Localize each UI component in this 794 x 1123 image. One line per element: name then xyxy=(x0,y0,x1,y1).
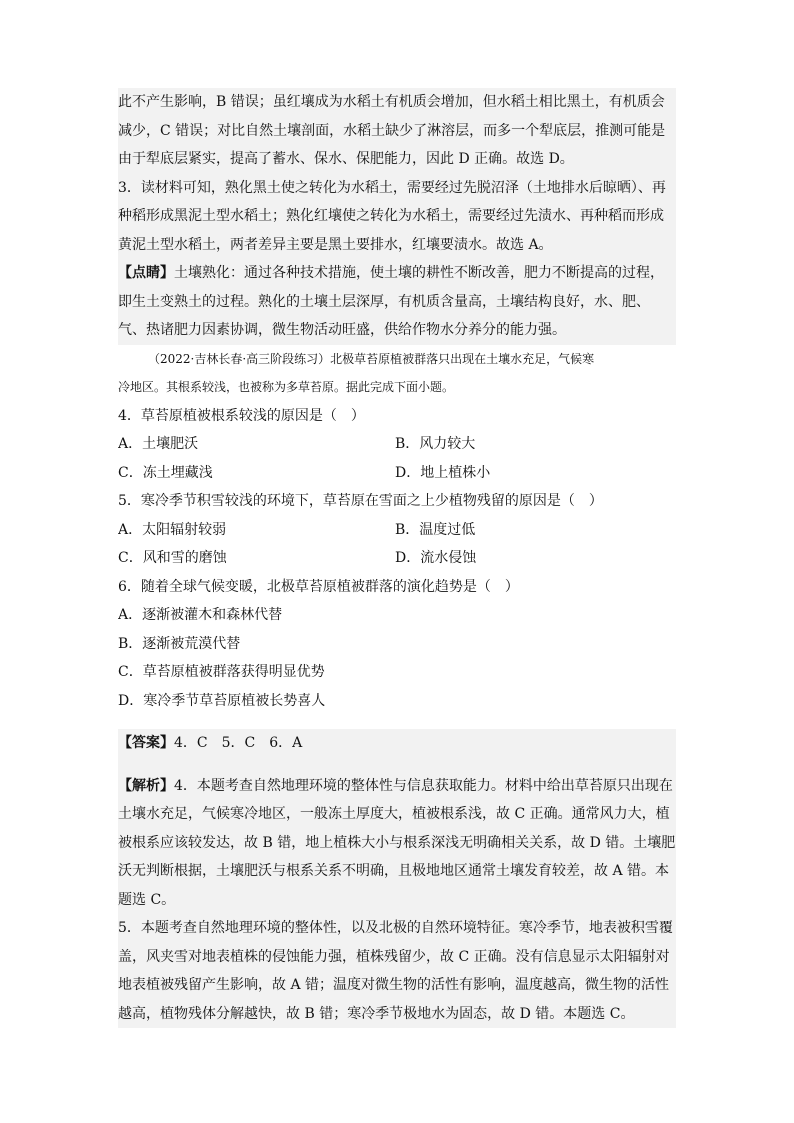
option: B．温度过低 xyxy=(395,521,476,538)
option: D．流水侵蚀 xyxy=(395,550,477,566)
option: C．草苔原植被群落获得明显优势 xyxy=(118,664,325,680)
analysis-line: 地表植被残留产生影响，故 A 错；温度对微生物的活性有影响，温度越高，微生物的活性 xyxy=(118,977,670,993)
analysis-line: 土壤水充足，气候寒冷地区，一般冻土厚度大，植被根系浅，故 C 正确。通常风力大，植 xyxy=(118,806,670,822)
spacer xyxy=(118,715,676,729)
option: D．寒冷季节草苔原植被长势喜人 xyxy=(118,692,326,709)
analysis-line: 沃无判断根据，土壤肥沃与根系关系不明确，且极地地区通常土壤发育较差，故 A 错。本 xyxy=(118,863,670,879)
options-row xyxy=(118,430,676,459)
answer-tag: 【答案】 xyxy=(118,735,174,751)
highlight-line: 气、热诸肥力因素协调，微生物活动旺盛，供给作物水分养分的能力强。 xyxy=(118,322,566,338)
option: A．逐渐被灌木和森林代替 xyxy=(118,607,283,623)
options-row xyxy=(118,516,676,545)
analysis-line xyxy=(118,772,676,801)
explanation-line: 减少，C 错误；对比自然土壤剖面，水稻土缺少了淋溶层，而多一个犁底层，推测可能是 xyxy=(118,122,666,139)
previous-explanation-block xyxy=(118,88,676,345)
analysis-line: 盖，风夹雪对地表植株的侵蚀能力强，植株残留少，故 C 正确。没有信息显示太阳辐射对 xyxy=(118,948,670,965)
highlight-text: 土壤熟化：通过各种技术措施，使土壤的耕性不断改善，肥力不断提高的过程， xyxy=(174,265,664,281)
analysis-tag: 【解析】 xyxy=(118,777,174,794)
highlight-line: 即生土变熟土的过程。熟化的土壤土层深厚，有机质含量高，土壤结构良好，水、肥、 xyxy=(118,293,650,310)
answer-line xyxy=(118,729,676,758)
spacer xyxy=(118,758,676,772)
option: C．风和雪的磨蚀 xyxy=(118,550,227,566)
explanation-line: 种稻形成黑泥土型水稻土；熟化红壤使之转化为水稻土，需要经过先渍水、再种稻而形成 xyxy=(118,208,664,224)
option: A．土壤肥沃 xyxy=(118,436,199,452)
option: D．地上植株小 xyxy=(395,464,491,481)
explanation-line: 此不产生影响，B 错误；虽红壤成为水稻土有机质会增加，但水稻土相比黑土，有机质会 xyxy=(118,94,665,110)
analysis-text: 4．本题考查自然地理环境的整体性与信息获取能力。材料中给出草苔原只出现在 xyxy=(174,777,673,794)
answer-block xyxy=(118,729,676,1028)
option: B．风力较大 xyxy=(395,436,476,452)
document-page xyxy=(118,88,676,1028)
material-intro: 冷地区。其根系较浅，也被称为多草苔原。据此完成下面小题。 xyxy=(118,380,455,394)
options-row xyxy=(118,459,676,488)
explanation-line: 由于犁底层紧实，提高了蓄水、保水、保肥能力，因此 D 正确。故选 D。 xyxy=(118,151,574,167)
question-stem: 4．草苔原植被根系较浅的原因是（ ） xyxy=(118,407,365,424)
option: A．太阳辐射较弱 xyxy=(118,521,227,538)
question-stem: 5．寒冷季节积雪较浅的环境下，草苔原在雪面之上少植物残留的原因是（ ） xyxy=(118,493,603,509)
analysis-line: 越高，植物残体分解越快，故 B 错；寒冷季节极地水为固态，故 D 错。本题选 C。 xyxy=(118,1005,635,1022)
material-intro: （2022·吉林长春·高三阶段练习）北极草苔原植被群落只出现在土壤水充足，气候寒 xyxy=(148,351,595,366)
question-stem: 6．随着全球气候变暖，北极草苔原植被群落的演化趋势是（ ） xyxy=(118,578,519,595)
highlight-tag: 【点睛】 xyxy=(118,265,174,281)
options-row xyxy=(118,544,676,573)
analysis-line: 5．本题考查自然地理环境的整体性，以及北极的自然环境特征。寒冷季节，地表被积雪覆 xyxy=(118,920,673,936)
analysis-line: 被根系应该较发达，故 B 错，地上植株大小与根系深浅无明确相关关系，故 D 错。土壤肥 xyxy=(118,834,676,851)
option: C．冻土埋藏浅 xyxy=(118,464,213,481)
answer-text: 4．C 5．C 6．A xyxy=(174,735,303,751)
highlight-line xyxy=(118,259,676,288)
analysis-line: 题选 C。 xyxy=(118,891,176,908)
explanation-line: 3．读材料可知，熟化黑土使之转化为水稻土，需要经过先脱沼泽（土地排水后晾晒）、再 xyxy=(118,179,666,196)
option: B．逐渐被荒漠代替 xyxy=(118,635,241,652)
explanation-line: 黄泥土型水稻土，两者差异主要是黑土要排水，红壤要渍水。故选 A。 xyxy=(118,236,553,253)
